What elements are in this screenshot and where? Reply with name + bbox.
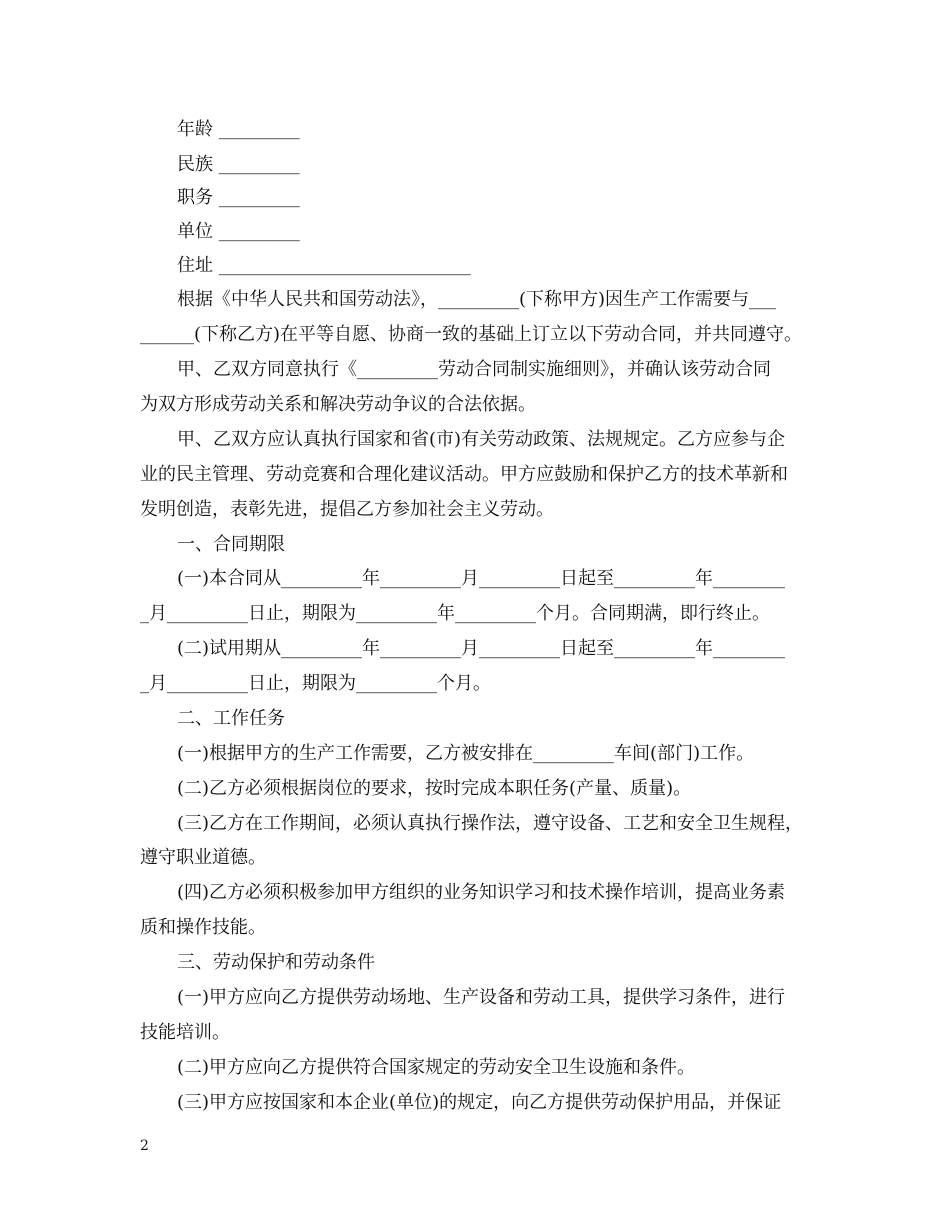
field-unit: 单位 _________ (177, 221, 300, 242)
paragraph-line: (三)乙方在工作期间，必须认真执行操作法，遵守设备、工艺和安全卫生规程， (177, 813, 804, 834)
paragraph-line: 业的民主管理、劳动竞赛和合理化建议活动。甲方应鼓励和保护乙方的技术革新和 (140, 464, 788, 485)
field-age: 年龄 _________ (177, 119, 300, 140)
field-ethnicity: 民族 _________ (177, 154, 300, 175)
field-position: 职务 _________ (177, 187, 300, 208)
paragraph-line: 技能培训。 (140, 1022, 230, 1043)
paragraph-line: _月_________日止，期限为_________个月。 (140, 673, 491, 694)
paragraph-line: 甲、乙双方应认真执行国家和省(市)有关劳动政策、法规规定。乙方应参与企 (177, 429, 786, 450)
section-heading-work-tasks: 二、工作任务 (177, 708, 285, 729)
paragraph-line: (二)甲方应向乙方提供符合国家规定的劳动安全卫生设施和条件。 (177, 1057, 696, 1078)
paragraph-line: 为双方形成劳动关系和解决劳动争议的合法依据。 (140, 394, 536, 415)
paragraph-line: (一)本合同从_________年_________月_________日起至_________年________ (177, 568, 786, 589)
paragraph-line: (四)乙方必须积极参加甲方组织的业务知识学习和技术操作培训，提高业务素 (177, 882, 786, 903)
paragraph-line: (一)根据甲方的生产工作需要，乙方被安排在_________车间(部门)工作。 (177, 743, 755, 764)
paragraph-line: (一)甲方应向乙方提供劳动场地、生产设备和劳动工具，提供学习条件，进行 (177, 987, 786, 1008)
field-address: 住址 ____________________________ (177, 255, 471, 276)
paragraph-line: (二)乙方必须根据岗位的要求，按时完成本职任务(产量、质量)。 (177, 778, 692, 799)
paragraph-line: 质和操作技能。 (140, 917, 266, 938)
paragraph-line: 根据《中华人民共和国劳动法》，_________(下称甲方)因生产工作需要与___ (177, 289, 777, 310)
paragraph-line: (二)试用期从_________年_________月_________日起至_________年________ (177, 638, 786, 659)
paragraph-line: ______(下称乙方)在平等自愿、协商一致的基础上订立以下劳动合同，并共同遵守。 (140, 324, 803, 345)
paragraph-line: 发明创造，表彰先进，提倡乙方参加社会主义劳动。 (140, 499, 554, 520)
section-heading-contract-term: 一、合同期限 (177, 534, 285, 555)
page-number: 2 (140, 1138, 149, 1154)
paragraph-line: 甲、乙双方同意执行《_________劳动合同制实施细则》，并确认该劳动合同 (177, 359, 771, 380)
paragraph-line: _月_________日止，期限为_________年_________个月。合同期满，即行终止。 (140, 603, 770, 624)
paragraph-line: (三)甲方应按国家和本企业(单位)的规定，向乙方提供劳动保护用品，并保证 (177, 1092, 782, 1113)
paragraph-line: 遵守职业道德。 (140, 847, 266, 868)
section-heading-labor-protection: 三、劳动保护和劳动条件 (177, 952, 375, 973)
